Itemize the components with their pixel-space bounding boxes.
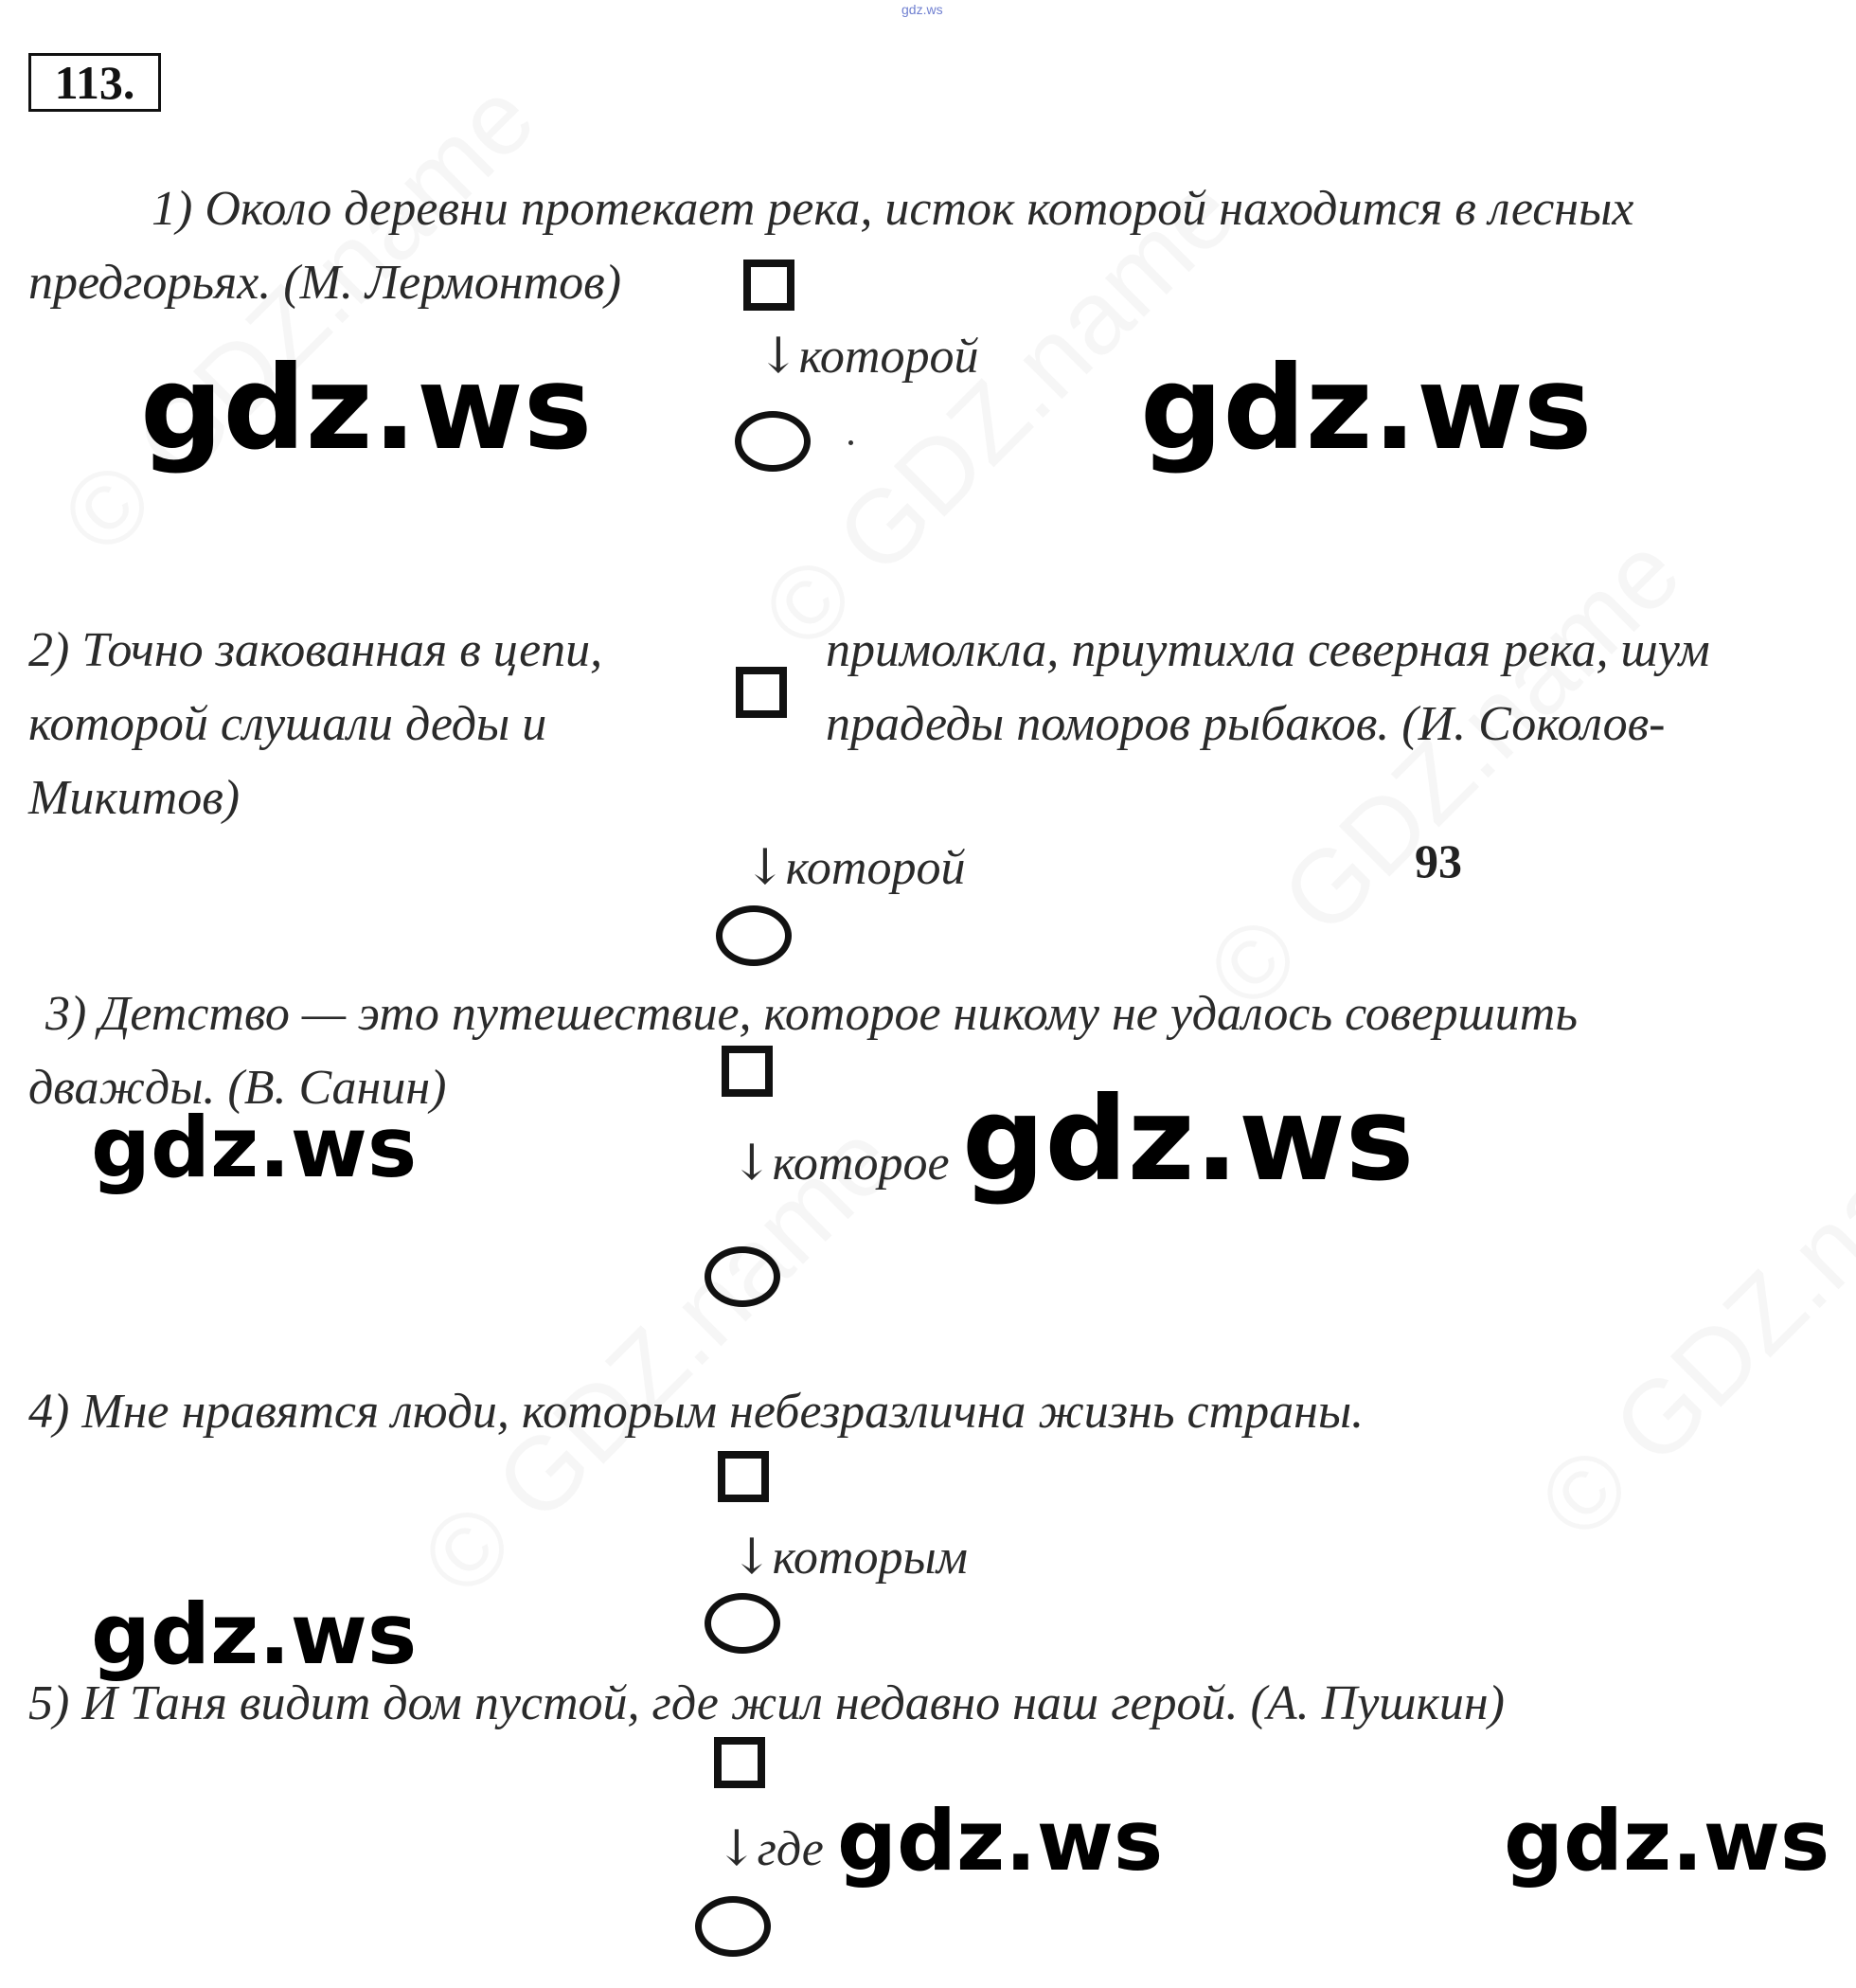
sentence-3-line-1: 3) Детство — это путешествие, которое никому не удалось совершить bbox=[45, 987, 1579, 1041]
subordinate-clause-box bbox=[736, 667, 787, 718]
down-arrow-icon: ↓ bbox=[744, 839, 786, 896]
down-arrow-icon: ↓ bbox=[758, 328, 799, 385]
down-arrow-icon: ↓ bbox=[716, 1820, 758, 1877]
subordinate-clause-circle bbox=[695, 1896, 771, 1957]
gdz-watermark: gdz.ws bbox=[962, 1072, 1415, 1207]
diagonal-watermark bbox=[1184, 512, 1704, 1032]
gdz-watermark: gdz.ws bbox=[1504, 1792, 1830, 1889]
sentence-3-line-2: дважды. (В. Санин) bbox=[28, 1061, 447, 1115]
subordinate-clause-circle bbox=[705, 1246, 780, 1307]
main-clause-box bbox=[714, 1737, 765, 1788]
stray-dot bbox=[848, 440, 853, 445]
connector-label: ↓где bbox=[716, 1820, 824, 1877]
sentence-5: 5) И Таня видит дом пустой, где жил недавно наш герой. (А. Пушкин) bbox=[28, 1676, 1505, 1730]
sentence-2-left: 2) Точно закованная в цепи, которой слушали деды и Микитов) bbox=[28, 623, 603, 825]
subordinate-clause-circle bbox=[716, 905, 792, 966]
main-clause-box bbox=[718, 1451, 769, 1502]
down-arrow-icon: ↓ bbox=[731, 1529, 773, 1585]
main-clause-box bbox=[743, 260, 794, 311]
main-clause-box bbox=[722, 1046, 773, 1097]
gdz-watermark: gdz.ws bbox=[1140, 341, 1593, 475]
gdz-watermark: gdz.ws bbox=[837, 1792, 1164, 1889]
subordinate-clause-circle bbox=[735, 411, 811, 472]
gdz-watermark: gdz.ws bbox=[91, 1585, 418, 1683]
down-arrow-icon: ↓ bbox=[731, 1135, 773, 1191]
connector-label: ↓которой bbox=[758, 328, 979, 385]
sentence-1-line-2: предгорьях. (М. Лермонтов) bbox=[28, 256, 622, 310]
task-number: 113. bbox=[28, 53, 161, 112]
sentence-1 bbox=[28, 172, 1828, 320]
connector-label: ↓которым bbox=[731, 1529, 968, 1585]
page-number: 93 bbox=[1415, 834, 1462, 887]
connector-label: ↓которое bbox=[731, 1135, 950, 1191]
connector-label: ↓которой bbox=[744, 839, 966, 896]
sentence-2-right: примолкла, приутихла северная река, шум прадеды поморов рыбаков. (И. Соколов- bbox=[826, 623, 1710, 751]
gdz-watermark: gdz.ws bbox=[91, 1099, 418, 1196]
sentence-4: 4) Мне нравятся люди, которым небезразлична жизнь страны. bbox=[28, 1385, 1365, 1439]
subordinate-clause-circle bbox=[705, 1593, 780, 1654]
sentence-1-line-1: 1) Около деревни протекает река, исток которой находится в лесных bbox=[152, 182, 1634, 236]
header-caption: gdz.ws bbox=[901, 2, 943, 17]
gdz-watermark: gdz.ws bbox=[140, 341, 593, 475]
